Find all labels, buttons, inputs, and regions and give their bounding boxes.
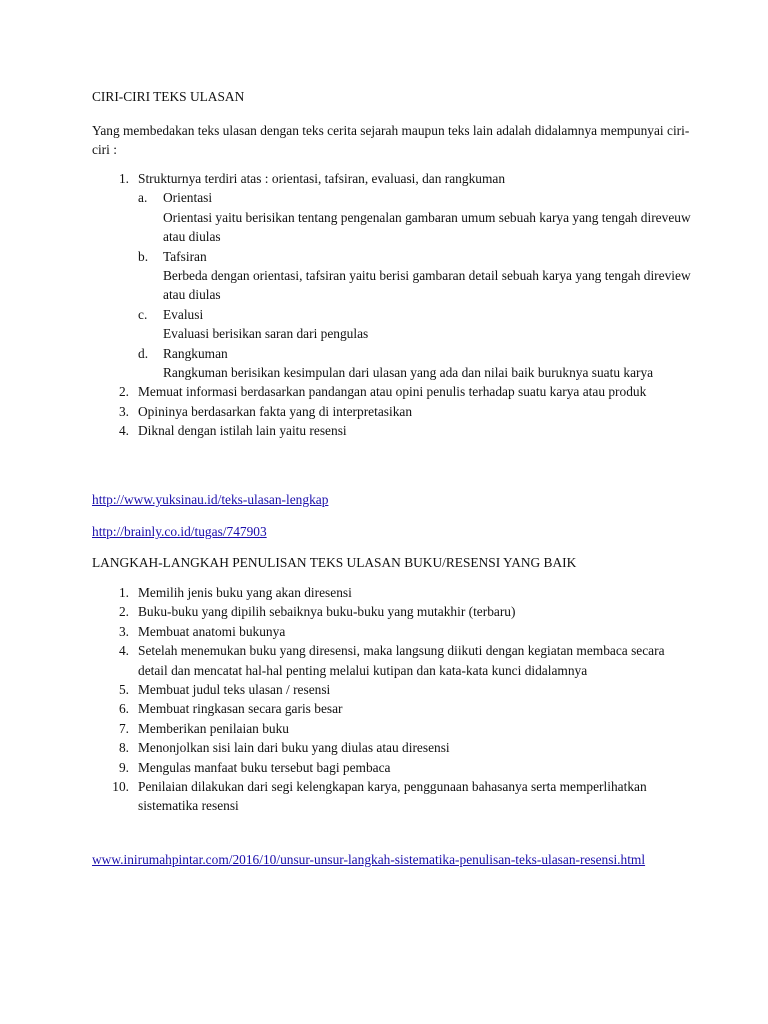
list-item: [92, 382, 692, 401]
steps-list: [92, 583, 692, 816]
item-number: 6.: [118, 701, 129, 717]
sub-description: Evaluasi berisikan saran dari pengulas: [163, 326, 369, 342]
item-number: 1.: [118, 585, 129, 600]
source-link-yuksinau[interactable]: http://www.yuksinau.id/teks-ulasan-lengkap: [92, 492, 329, 507]
list-item: [92, 641, 692, 680]
intro-paragraph: Yang membedakan teks ulasan dengan teks cerita sejarah maupun teks lain adalah didalamnya mempunyai ciri-ciri :: [92, 123, 690, 158]
list-item: [92, 602, 692, 621]
sublist-item: [92, 344, 692, 383]
list-item: [92, 777, 692, 816]
sub-letter: d.: [138, 345, 149, 361]
item-text: Opininya berdasarkan fakta yang di interpretasikan: [138, 403, 413, 419]
item-number: 8.: [118, 740, 129, 756]
sub-title: Orientasi: [163, 190, 213, 206]
structure-sublist: [138, 188, 692, 382]
list-item: [92, 699, 692, 718]
item-number: 2.: [118, 384, 129, 400]
sub-description: Rangkuman berisikan kesimpulan dari ulasan yang ada dan nilai baik buruknya suatu karya: [163, 365, 654, 381]
list-item: [92, 758, 692, 777]
item-text: Diknal dengan istilah lain yaitu resensi: [138, 423, 347, 439]
sub-letter: b.: [138, 248, 149, 264]
item-number: 2.: [118, 604, 129, 620]
list-item: [92, 402, 692, 421]
sub-title: Evalusi: [163, 306, 204, 322]
sub-description: Orientasi yaitu berisikan tentang pengenalan gambaran umum sebuah karya yang tengah direveuw atau diulas: [163, 209, 691, 245]
item-number: 9.: [118, 759, 129, 775]
list-item: [92, 719, 692, 738]
item-number: 4.: [118, 423, 129, 439]
item-number: 10.: [112, 779, 129, 795]
source-link-inirumahpintar[interactable]: www.inirumahpintar.com/2016/10/unsur-unsur-langkah-sistematika-penulisan-teks-ulasan-resensi.html: [92, 852, 646, 867]
item-text: Membuat judul teks ulasan / resensi: [138, 682, 331, 698]
item-number: 3.: [118, 403, 129, 419]
sub-title: Tafsiran: [163, 248, 207, 264]
item-text: Penilaian dilakukan dari segi kelengkapan karya, penggunaan bahasanya serta memperlihatkan sistematika resensi: [138, 779, 647, 814]
item-text: Strukturnya terdiri atas : orientasi, tafsiran, evaluasi, dan rangkuman: [138, 171, 506, 186]
item-number: 3.: [118, 623, 129, 639]
item-text: Mengulas manfaat buku tersebut bagi pembaca: [138, 759, 391, 775]
list-item: [92, 169, 692, 382]
item-number: 4.: [118, 643, 129, 659]
item-number: 5.: [118, 682, 129, 698]
section2-heading: LANGKAH-LANGKAH PENULISAN TEKS ULASAN BUKU/RESENSI YANG BAIK: [92, 555, 577, 570]
list-item: [92, 738, 692, 757]
section1-heading: CIRI-CIRI TEKS ULASAN: [92, 89, 245, 104]
characteristics-list: [92, 169, 692, 441]
item-text: Buku-buku yang dipilih sebaiknya buku-buku yang mutakhir (terbaru): [138, 604, 516, 620]
item-text: Membuat anatomi bukunya: [138, 623, 286, 639]
item-text: Memberikan penilaian buku: [138, 720, 289, 736]
list-item: [92, 680, 692, 699]
item-text: Setelah menemukan buku yang diresensi, maka langsung diikuti dengan kegiatan membaca secara detail dan mencatat hal-hal penting melalui kutipan dan kata-kata kunci didalamnya: [138, 643, 665, 678]
sub-description: Berbeda dengan orientasi, tafsiran yaitu berisi gambaran detail sebuah karya yang tengah direview atau diulas: [163, 268, 691, 303]
sub-title: Rangkuman: [163, 345, 228, 361]
item-text: Membuat ringkasan secara garis besar: [138, 701, 343, 717]
item-number: 1.: [118, 171, 129, 186]
list-item: [92, 622, 692, 641]
sub-letter: c.: [138, 306, 148, 322]
item-text: Menonjolkan sisi lain dari buku yang diulas atau diresensi: [138, 740, 450, 756]
item-text: Memuat informasi berdasarkan pandangan atau opini penulis terhadap suatu karya atau produk: [138, 384, 647, 400]
sub-letter: a.: [138, 190, 148, 206]
item-text: Memilih jenis buku yang akan diresensi: [138, 585, 352, 600]
sublist-item: [92, 305, 692, 344]
sublist-item: [92, 247, 692, 305]
item-number: 7.: [118, 720, 129, 736]
list-item: [92, 583, 692, 602]
source-link-brainly[interactable]: http://brainly.co.id/tugas/747903: [92, 524, 267, 539]
sublist-item: [92, 188, 692, 246]
list-item: [92, 421, 692, 440]
